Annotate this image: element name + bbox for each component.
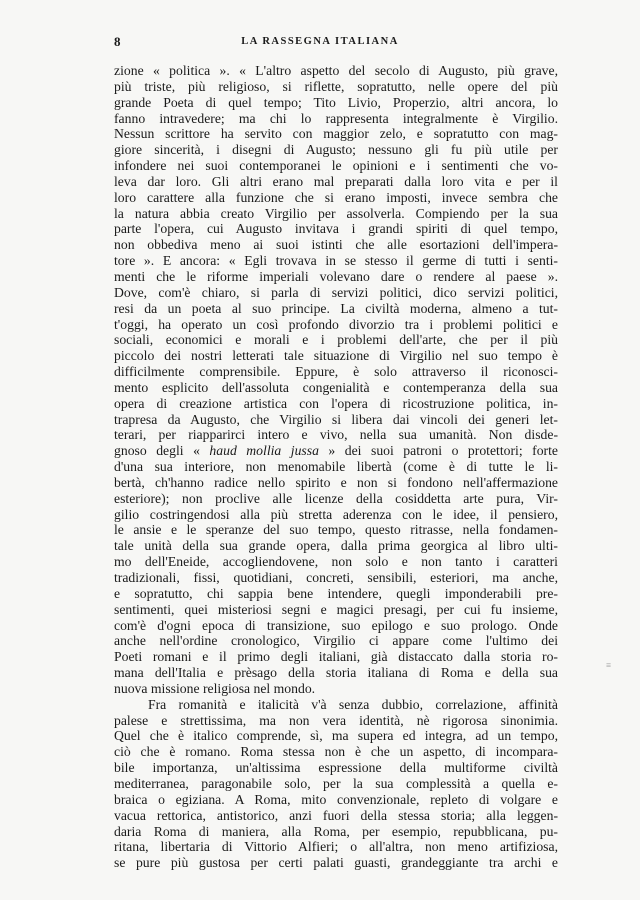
text-line: [114, 126, 558, 142]
text-line: [114, 380, 558, 396]
text-line: [114, 554, 558, 570]
line-text: grande Poeta di quel tempo; Tito Livio, Properzio, altri ancora, lo: [114, 94, 558, 110]
text-line: [114, 412, 558, 428]
line-text: piccolo dei nostri letterati tale situazione di Virgilio nel suo tempo è: [114, 348, 558, 364]
line-text: Quel che è italico comprende, sì, ma supera ed integra, ad un tempo,: [114, 728, 558, 744]
text-line: [114, 744, 558, 760]
line-text: resi da un poeta al suo principe. La civiltà moderna, almeno a tut-: [114, 300, 558, 316]
line-text: fanno intravedere; ma chi lo rappresenta integralmente è Virgilio.: [114, 110, 558, 126]
line-text: ritana, libertaria di Vittorio Alfieri; o all'altra, non meno artifiziosa,: [114, 839, 558, 855]
line-text: giore sincerità, i disegni di Augusto; nessuno gli fu più utile per: [114, 142, 558, 158]
text-line: [114, 111, 558, 127]
text-line: [114, 855, 558, 871]
line-text: e sopratutto, chi sappia bene intendere, quegli imponderabili pre-: [114, 585, 558, 601]
text-line: [114, 602, 558, 618]
text-line: [114, 396, 558, 412]
line-text: com'è d'ogni epoca di transizione, suo epilogo e suo prologo. Onde: [114, 617, 558, 633]
line-text: daria Roma di maniera, alla Roma, per esempio, repubblicana, pu-: [114, 823, 558, 839]
text-line: [114, 507, 558, 523]
line-text: d'una sua interiore, non menomabile libertà (come è di tutte le li-: [114, 459, 558, 475]
line-text: Dove, com'è chiaro, si parla di servizi politici, dico servizi politici,: [114, 284, 558, 300]
text-line: [114, 649, 558, 665]
line-text: infondere nei suoi contemporanei le opinioni e i sentimenti che vo-: [114, 158, 558, 174]
line-text: esteriore); non proclive alle licenze della cosiddetta arte pura, Vir-: [114, 490, 558, 506]
italic-quote: haud mollia jussa: [209, 443, 319, 459]
text-line: [114, 792, 558, 808]
line-text: parte l'opera, cui Augusto invitava i grandi spiriti di quel tempo,: [114, 221, 558, 237]
line-text: tore ». E ancora: « Egli trovava in se stesso il germe di tutti i senti-: [114, 253, 558, 269]
line-text: t'oggi, ha operato un così profondo divorzio tra i problemi politici e: [114, 316, 558, 332]
page-number: 8: [114, 34, 121, 49]
line-text: le ansie e le speranze del suo tempo, questo ritrasse, nella fondamen-: [114, 522, 558, 538]
line-text: mo dell'Eneide, accogliendovene, non solo e non tanto i caratteri: [114, 554, 558, 570]
text-line: [114, 681, 558, 697]
line-text: sociali, economici e morali e i problemi dell'arte, che per il più: [114, 332, 558, 348]
line-text: zione « politica ». « L'altro aspetto del secolo di Augusto, più grave,: [114, 63, 558, 78]
line-text: se pure più gustosa per certi palati guasti, grandeggiante tra archi e: [114, 855, 558, 871]
line-text-tail: » dei suoi patroni o protettori; forte: [318, 443, 558, 459]
body-text: [114, 63, 558, 871]
text-line: [114, 522, 558, 538]
text-line: [114, 633, 558, 649]
line-text: difficilmente comprensibile. Eppure, è solo attraverso il riconosci-: [114, 364, 558, 380]
text-line: [114, 586, 558, 602]
line-text: Poeti romani e il primo degli italiani, già distaccato dalla storia ro-: [114, 649, 558, 665]
line-text: gilio costringendosi alla più stretta aderenza con le idee, il pensiero,: [114, 506, 558, 522]
text-line: [114, 348, 558, 364]
text-line: [114, 760, 558, 776]
line-text: gnoso degli «: [114, 443, 210, 459]
line-text: non obbediva meno ai suoi istinti che alle esortazioni dell'impera-: [114, 237, 558, 253]
text-line: [114, 475, 558, 491]
text-line: [114, 713, 558, 729]
text-line: [114, 491, 558, 507]
text-line: [114, 221, 558, 237]
text-line: [114, 665, 558, 681]
line-text: opera di creazione artistica con l'opera di ricostruzione politica, in-: [114, 395, 558, 411]
line-text: mana dell'Italia e prèsago della storia italiana di Roma e della sua: [114, 665, 558, 681]
text-line: [114, 808, 558, 824]
line-text: anche nell'ordine cronologico, Virgilio ci appare come l'ultimo dei: [114, 633, 558, 649]
text-line: [114, 570, 558, 586]
line-text: mediterranea, paragonabile solo, per la sua complessità a quella e-: [114, 775, 558, 791]
text-line: [114, 190, 558, 206]
line-text: braica o egiziana. A Roma, mito convenzionale, repleto di volgare e: [114, 791, 558, 807]
line-text: loro carattere alla funzione che si erano imposti, invece sembra che: [114, 189, 558, 205]
line-text: bile importanza, un'altissima espressione della multiforme civiltà: [114, 760, 558, 776]
line-text: bertà, ch'hanno radice nello spirito e non si fondono nell'affermazione: [114, 474, 558, 490]
line-text: sentimenti, quei misteriosi segni e magici presagi, per cui fu insieme,: [114, 601, 558, 617]
text-line: [114, 728, 558, 744]
text-line: [114, 301, 558, 317]
text-line: [114, 269, 558, 285]
line-text: più triste, più religioso, si riflette, sopratutto, nelle opere del più: [114, 78, 558, 94]
line-text: tradizionali, fissi, quotidiani, concreti, sensibili, esteriori, ma anche,: [114, 570, 558, 585]
text-line: [114, 317, 558, 333]
line-text: palese e strettissima, ma non vera identità, nè rigorosa sinonimia.: [114, 712, 558, 728]
text-line: [114, 142, 558, 158]
text-line: [114, 697, 558, 713]
line-text: Fra romanità e italicità v'à senza dubbio, correlazione, affinità: [148, 696, 558, 712]
line-text: mento esplicito dell'assoluta congenialità e contemperanza della sua: [114, 379, 558, 395]
line-text: vacua rettorica, antistorico, anzi fuori della stessa storia; alla leggen-: [114, 807, 558, 823]
text-line: [114, 427, 558, 443]
line-text: terari, per riapparirci intero e vivo, nella sua umanità. Non disde-: [114, 427, 558, 443]
line-text: leva dar loro. Gli altri erano mal preparati dalla loro vita e per il: [114, 173, 558, 189]
text-line: [114, 285, 558, 301]
text-line: [114, 824, 558, 840]
line-text: la natura abbia creato Virgilio per assolverla. Compiendo per la sua: [114, 205, 558, 221]
line-text: trapresa da Augusto, che Virgilio si libera dai vincoli dei generi let-: [114, 411, 558, 427]
text-line: [114, 158, 558, 174]
text-line: [114, 237, 558, 253]
line-text: ciò che è romano. Roma stessa non è che un aspetto, di incompara-: [114, 744, 558, 760]
text-line: [114, 206, 558, 222]
text-line: [114, 95, 558, 111]
text-line: [114, 618, 558, 634]
text-line: [114, 538, 558, 554]
line-text: tale unità della sua grande opera, dalla prima georgica al libro ulti-: [114, 538, 558, 554]
text-line: [114, 332, 558, 348]
text-line: [114, 459, 558, 475]
text-line: [114, 776, 558, 792]
line-text: menti che le riforme imperiali volevano dare o rendere al paese ».: [114, 268, 558, 284]
text-line: [114, 253, 558, 269]
text-line: [114, 839, 558, 855]
text-line: [114, 364, 558, 380]
running-head: LA RASSEGNA ITALIANA: [241, 36, 399, 47]
text-line: [114, 79, 558, 95]
line-text: nuova missione religiosa nel mondo.: [114, 680, 316, 696]
text-line: [114, 443, 558, 459]
text-line: [114, 174, 558, 190]
margin-mark: ≡: [606, 660, 612, 670]
text-line: [114, 63, 558, 79]
line-text: Nessun scrittore ha servito con maggior zelo, e sopratutto con mag-: [114, 126, 558, 142]
